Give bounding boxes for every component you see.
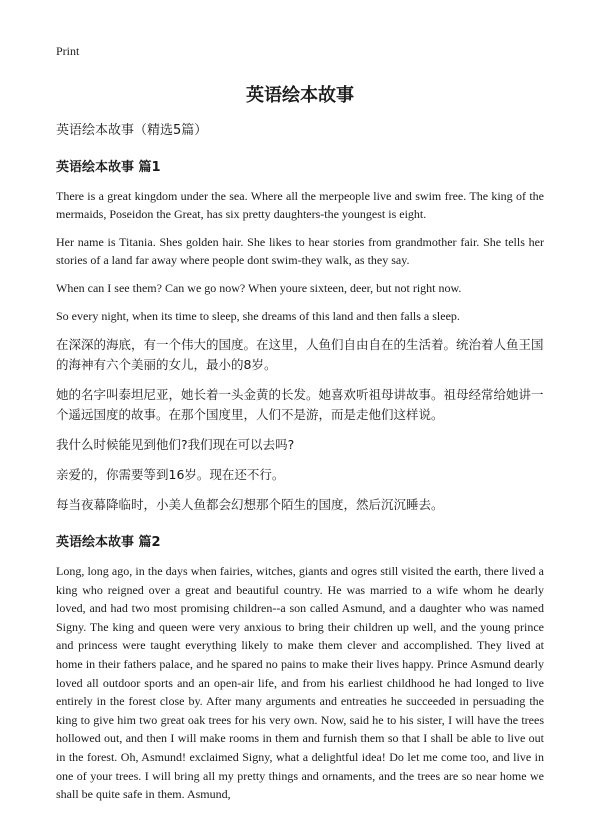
- print-link[interactable]: Print: [56, 44, 80, 58]
- paragraph: 在深深的海底，有一个伟大的国度。在这里，人鱼们自由自在的生活着。统治着人鱼王国的海神有六个美丽的女儿，最小的8岁。: [56, 337, 544, 372]
- page-title: 英语绘本故事: [246, 85, 354, 106]
- document-subtitle: 英语绘本故事（精选5篇）: [56, 123, 208, 138]
- paragraph: So every night, when its time to sleep, she dreams of this land and then falls a sleep.: [56, 309, 460, 323]
- paragraph: 每当夜幕降临时，小美人鱼都会幻想那个陌生的国度，然后沉沉睡去。: [56, 497, 444, 512]
- paragraph: There is a great kingdom under the sea. Where all the merpeople live and swim free. The king of the mermaids, Poseidon the Great, has six pretty daughters-the youngest is eight.: [56, 189, 544, 221]
- paragraph: 亲爱的，你需要等到16岁。现在还不行。: [56, 467, 285, 482]
- paragraph: Long, long ago, in the days when fairies, witches, giants and ogres still visited the earth, there lived a king who reigned over a great and beautiful country. He was married to a wife whom he dearly loved, and had two most promising children--a son called Asmund, and a daughter who was named Signy. The king and queen were very anxious to bring their children up well, and the young prince and princess were taught everything likely to make them clever and accomplished. They lived at home in their fathers palace, and he spared no pains to make their lives happy. Prince Asmund dearly loved all outdoor sports and an open-air life, and from his earliest childhood he had longed to live entirely in the forest close by. After many arguments and entreaties he succeeded in persuading the king to give him two great oak trees for his very own. Now, said he to his sister, I will have the trees hollowed out, and then I will make rooms in them and furnish them so that I shall be able to live out in the forest. Oh, Asmund! exclaimed Signy, what a delightful idea! Do let me come too, and live in one of your trees. I will bring all my pretty things and ornaments, and the trees are so near home we shall be quite safe in them. Asmund,: [56, 564, 544, 802]
- paragraph: 她的名字叫泰坦尼亚，她长着一头金黄的长发。她喜欢听祖母讲故事。祖母经常给她讲一个遥远国度的故事。在那个国度里，人们不是游，而是走他们这样说。: [56, 387, 544, 422]
- paragraph: When can I see them? Can we go now? When youre sixteen, deer, but not right now.: [56, 281, 462, 295]
- paragraph: 我什么时候能见到他们?我们现在可以去吗?: [56, 437, 295, 452]
- paragraph: Her name is Titania. Shes golden hair. She likes to hear stories from grandmother fair. She tells her stories of a land far away where people dont swim-they walk, as they say.: [56, 235, 544, 267]
- section-heading-2: 英语绘本故事 篇2: [56, 535, 161, 550]
- section-heading-1: 英语绘本故事 篇1: [56, 160, 161, 175]
